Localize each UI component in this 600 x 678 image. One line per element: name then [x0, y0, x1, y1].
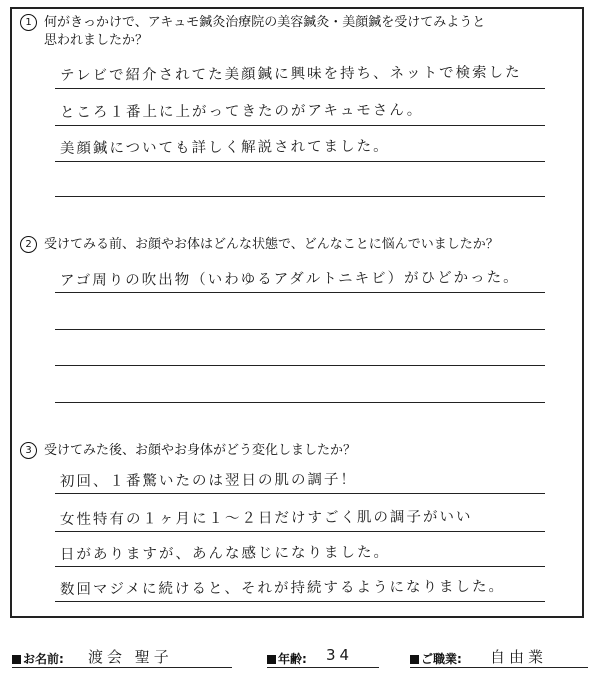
answer-rule [55, 531, 545, 532]
age-label: 年齢: [267, 650, 307, 667]
answer-line: 日がありますが、あんな感じになりました。 [59, 544, 390, 563]
question-number: 2 [20, 236, 37, 253]
answer-rule [55, 88, 545, 89]
answer-rule [55, 402, 545, 403]
answer-rule [55, 493, 545, 494]
name-label: お名前: [12, 650, 64, 667]
answer-line: 女性特有の１ヶ月に１〜２日だけすごく肌の調子がいい [59, 509, 473, 528]
square-bullet-icon [267, 655, 276, 664]
answer-rule [55, 566, 545, 567]
answer-line: 美顔鍼についても詳しく解説されてました。 [59, 138, 390, 158]
square-bullet-icon [410, 655, 419, 664]
answer-rule [55, 196, 545, 197]
question-text-continued: 思われましたか？ [44, 33, 149, 48]
answer-rule [55, 329, 545, 330]
question-2 [20, 236, 499, 254]
name-value: 渡会 聖子 [88, 648, 173, 666]
answer-line: 数回マジメに続けると、それが持続するようになりました。 [59, 578, 506, 598]
answer-line: アゴ周りの吹出物（いわゆるアダルトニキビ）がひどかった。 [59, 269, 520, 290]
job-value: 自由業 [490, 648, 548, 666]
name-underline [12, 667, 232, 668]
question-3 [20, 442, 356, 460]
answer-rule [55, 125, 545, 126]
job-underline [410, 667, 588, 668]
answer-rule [55, 292, 545, 293]
answer-rule [55, 365, 545, 366]
question-text: 受けてみる前、お顔やお体はどんな状態で、どんなことに悩んでいましたか？ [44, 237, 499, 252]
question-1 [20, 14, 485, 50]
question-text: 受けてみた後、お顔やお身体がどう変化しましたか？ [44, 443, 357, 458]
answer-rule [55, 161, 545, 162]
job-label: ご職業: [410, 650, 462, 667]
answer-line: 初回、１番驚いたのは翌日の肌の調子！ [59, 471, 357, 491]
answer-line: テレビで紹介されてた美顔鍼に興味を持ち、ネットで検索した [59, 64, 522, 85]
age-value: 34 [326, 646, 354, 664]
answer-rule [55, 601, 545, 602]
answer-line: ところ１番上に上がってきたのがアキュモさん。 [59, 102, 424, 122]
question-text: 何がきっかけで、アキュモ鍼灸治療院の美容鍼灸・美顔鍼を受けてみようと [44, 15, 486, 30]
question-number: 1 [20, 14, 37, 31]
square-bullet-icon [12, 655, 21, 664]
question-number: 3 [20, 442, 37, 459]
age-underline [267, 667, 379, 668]
